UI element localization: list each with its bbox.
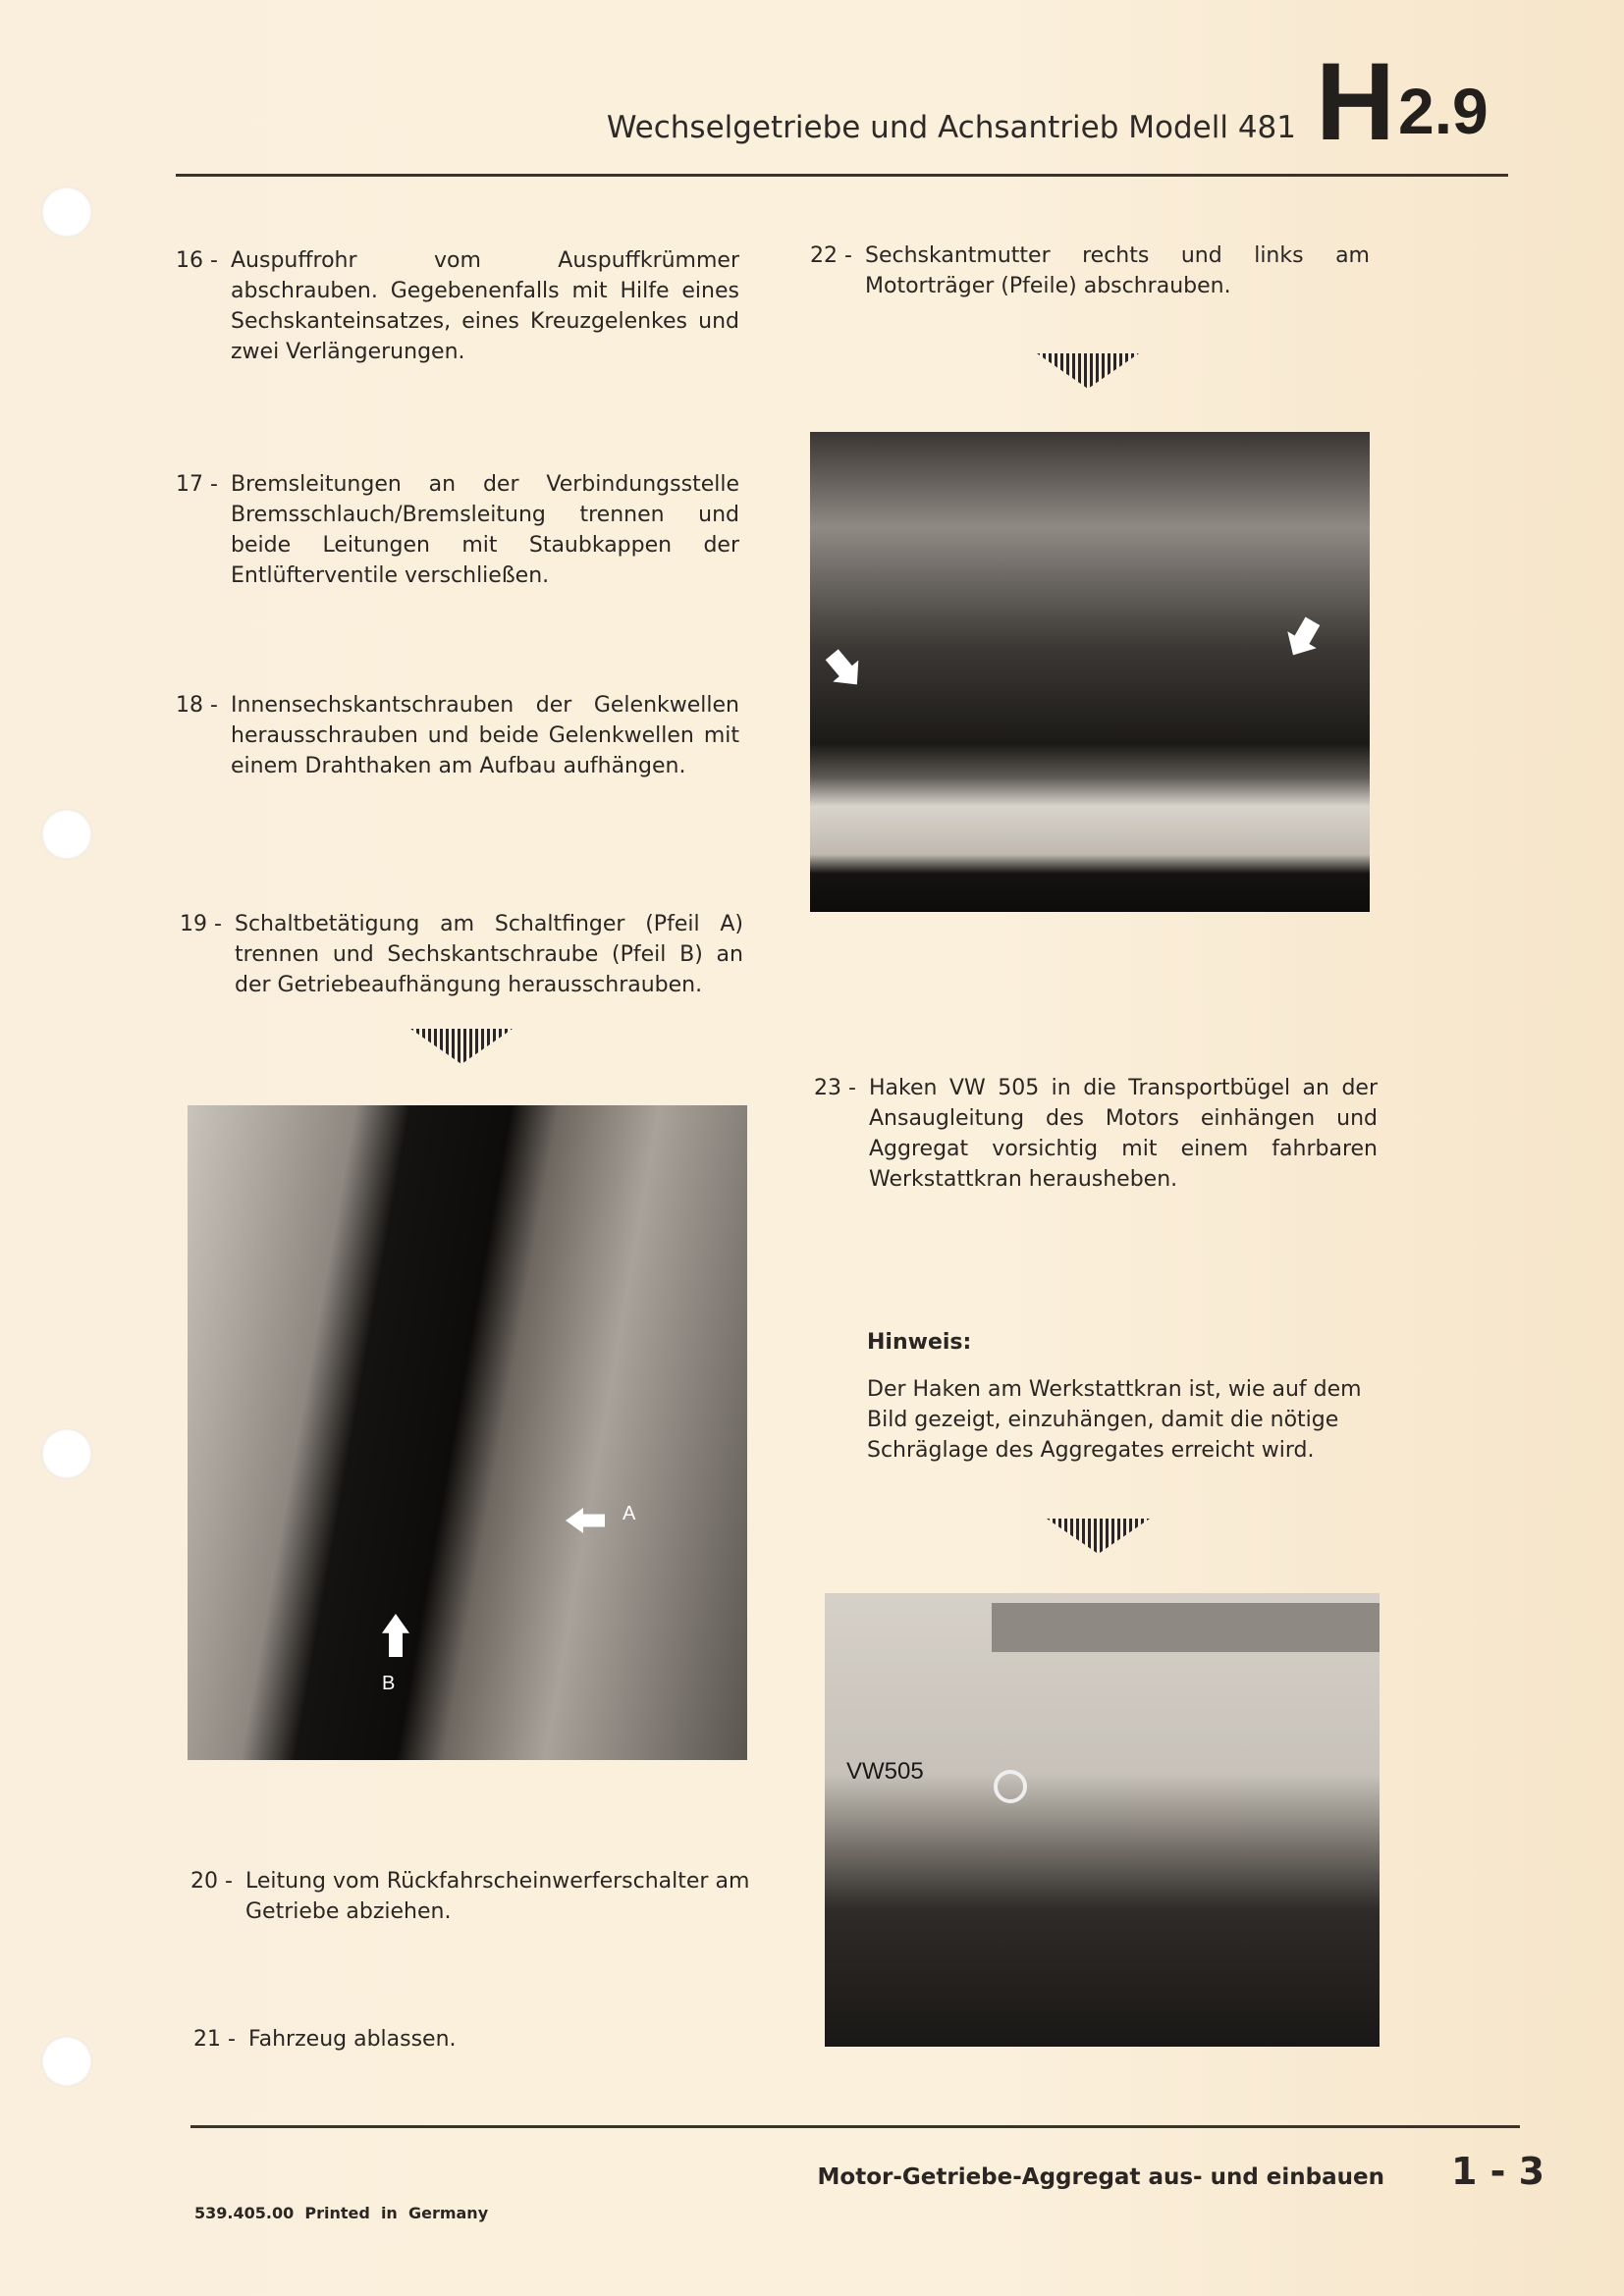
punch-hole [41, 809, 92, 860]
arrow-a-icon [566, 1508, 605, 1533]
punch-hole [41, 2036, 92, 2087]
step-text: Auspuffrohr vom Auspuffkrümmer abschrauben. Gegebenenfalls mit Hilfe eines Sechskanteinsatzes, eines Kreuzgelenkes und zwei Verlängerungen. [231, 248, 739, 364]
step-number: 16 - [176, 248, 218, 273]
photo-gearbox-underside [188, 1105, 747, 1760]
step-23 [814, 1073, 1378, 1195]
step-16 [176, 245, 739, 367]
step-text: Bremsleitungen an der Verbindungsstelle Bremsschlauch/Bremsleitung trennen und beide Leitungen mit Staubkappen der Entlüfterventile verschließen. [231, 472, 739, 588]
step-number: 19 - [180, 912, 222, 936]
step-number: 22 - [810, 243, 852, 268]
crane-arm [992, 1603, 1380, 1652]
note-title: Hinweis: [867, 1330, 972, 1355]
hook [994, 1770, 1027, 1803]
down-arrow-marker [410, 1029, 513, 1064]
step-text: Leitung vom Rückfahrscheinwerferschalter am Getriebe abziehen. [245, 1869, 750, 1924]
note-text: Der Haken am Werkstattkran ist, wie auf dem Bild gezeigt, einzuhängen, damit die nötige Schräglage des Aggregates erreicht wird. [867, 1377, 1362, 1463]
step-number: 17 - [176, 472, 218, 497]
header-title: Wechselgetriebe und Achsantrieb Modell 481 [606, 110, 1296, 145]
arrow-right-icon [1278, 613, 1326, 664]
step-text: Schaltbetätigung am Schaltfinger (Pfeil A) trennen und Sechskantschraube (Pfeil B) an der Getriebeaufhängung herausschrauben. [235, 912, 743, 997]
arrow-left-icon [819, 644, 870, 695]
section-number: 2.9 [1398, 75, 1489, 147]
label-a: A [623, 1503, 636, 1524]
step-text: Fahrzeug ablassen. [248, 2027, 457, 2052]
punch-hole [41, 1428, 92, 1479]
photo-engine-hoist [825, 1593, 1380, 2047]
step-number: 20 - [190, 1869, 233, 1894]
step-21 [193, 2024, 757, 2055]
header-rule [176, 174, 1508, 177]
footer-rule [190, 2125, 1520, 2128]
vw505-label: VW505 [846, 1758, 924, 1785]
step-number: 18 - [176, 693, 218, 718]
page-number: 1 - 3 [1451, 2150, 1545, 2193]
footer-title: Motor-Getriebe-Aggregat aus- und einbauen [817, 2164, 1384, 2190]
step-20 [190, 1866, 754, 1927]
step-text: Sechskantmutter rechts und links am Motorträger (Pfeile) abschrauben. [865, 243, 1370, 298]
photo-engine-bay [810, 432, 1370, 912]
arrow-b-icon [382, 1614, 409, 1657]
print-code: 539.405.00 Printed in Germany [194, 2204, 489, 2222]
step-19 [180, 909, 743, 1000]
down-arrow-marker [1047, 1519, 1150, 1554]
section-letter: H [1316, 40, 1395, 163]
step-18 [176, 690, 739, 781]
step-number: 21 - [193, 2027, 236, 2052]
label-b: B [382, 1673, 396, 1694]
step-22 [810, 240, 1370, 301]
step-text: Innensechskantschrauben der Gelenkwellen herausschrauben und beide Gelenkwellen mit einem Drahthaken am Aufbau aufhängen. [231, 693, 739, 778]
step-17 [176, 469, 739, 591]
punch-hole [41, 187, 92, 238]
down-arrow-marker [1037, 353, 1139, 389]
step-text: Haken VW 505 in die Transportbügel an der Ansaugleitung des Motors einhängen und Aggregat vorsichtig mit einem fahrbaren Werkstattkran herausheben. [869, 1076, 1378, 1192]
step-number: 23 - [814, 1076, 856, 1100]
